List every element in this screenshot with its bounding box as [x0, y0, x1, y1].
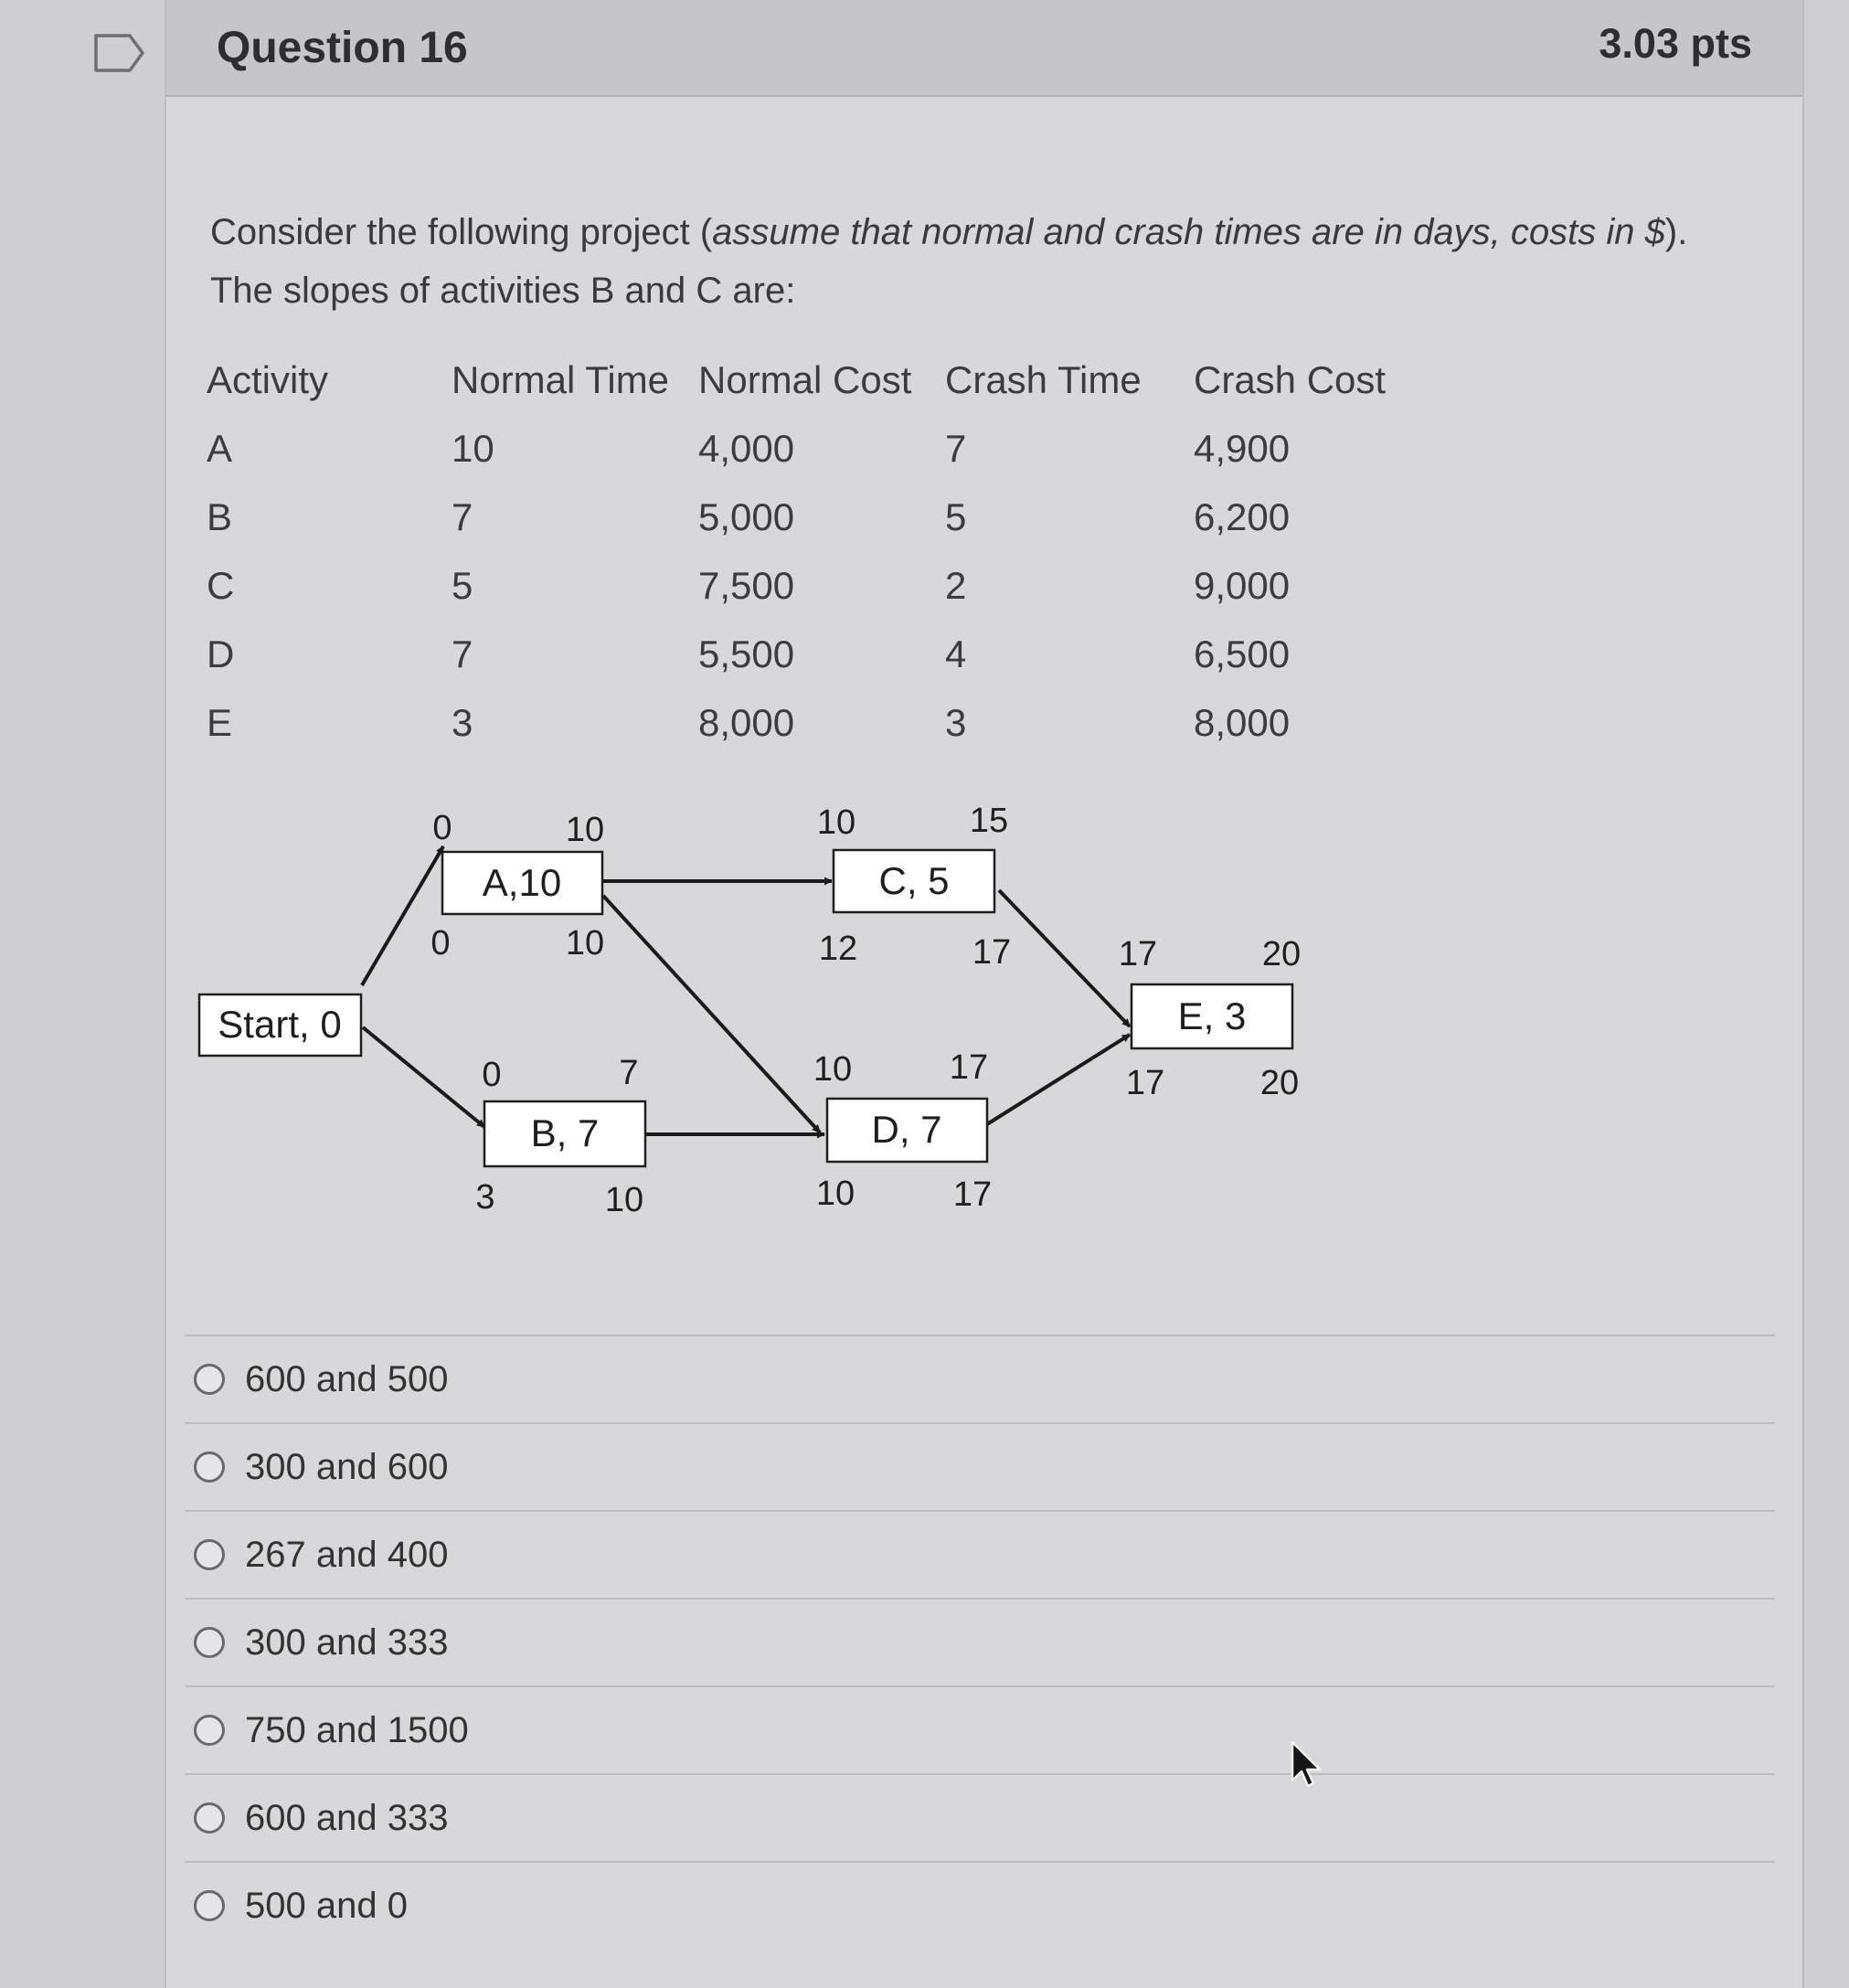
question-points: 3.03 pts: [1599, 20, 1752, 67]
table-cell: 9,000: [1194, 563, 1291, 607]
a-late-finish: 10: [565, 924, 605, 962]
flag-icon[interactable]: [93, 33, 146, 73]
answer-label: 750 and 1500: [245, 1709, 469, 1750]
radio-button[interactable]: [194, 1364, 225, 1395]
activity-table: [207, 346, 1450, 757]
c-early-start: 10: [816, 803, 856, 842]
answer-option[interactable]: [185, 1424, 1775, 1512]
table-cell: E: [207, 700, 233, 744]
answer-option[interactable]: [185, 1334, 1775, 1424]
table-row: [207, 483, 1450, 551]
table-cell: 6,500: [1194, 632, 1291, 675]
answer-option[interactable]: [185, 1687, 1775, 1775]
column-header: Activity: [207, 357, 329, 401]
table-cell: 5: [945, 494, 967, 538]
prompt-tail: ).: [1664, 212, 1688, 252]
table-cell: 8,000: [698, 700, 795, 744]
node-start-label: Start, 0: [218, 1003, 342, 1046]
c-early-finish: 15: [969, 802, 1009, 840]
e-early-finish: 20: [1261, 935, 1302, 973]
answer-label: 267 and 400: [245, 1534, 449, 1575]
network-diagram: [166, 777, 1355, 1252]
edge-c-e: [999, 890, 1130, 1026]
answer-label: 300 and 600: [245, 1446, 449, 1487]
d-late-finish: 17: [952, 1175, 993, 1214]
table-cell: 5,500: [698, 632, 795, 675]
d-early-start: 10: [813, 1050, 853, 1089]
e-late-finish: 20: [1259, 1064, 1300, 1102]
table-cell: 3: [945, 700, 967, 744]
a-early-start: 0: [432, 809, 452, 847]
b-late-start: 3: [475, 1178, 495, 1217]
answer-list: [185, 1334, 1775, 1949]
column-header: Normal Cost: [698, 357, 912, 401]
table-header-row: [207, 346, 1450, 414]
table-row: [207, 551, 1450, 620]
b-late-finish: 10: [604, 1181, 644, 1219]
node-d-label: D, 7: [871, 1108, 942, 1151]
c-late-start: 12: [818, 930, 858, 968]
edge-start-a: [362, 846, 443, 985]
table-cell: 7: [452, 632, 473, 675]
table-cell: 4,000: [698, 426, 795, 470]
edge-start-b: [363, 1027, 484, 1127]
question-prompt: [210, 203, 1782, 320]
table-cell: 7: [452, 494, 473, 538]
radio-button[interactable]: [194, 1627, 225, 1658]
table-cell: D: [207, 632, 235, 675]
node-b-label: B, 7: [530, 1111, 600, 1154]
table-cell: 7: [945, 426, 967, 470]
table-cell: 4,900: [1194, 426, 1291, 470]
table-row: [207, 688, 1450, 757]
radio-button[interactable]: [194, 1539, 225, 1570]
a-late-start: 0: [430, 924, 451, 962]
column-header: Crash Cost: [1194, 357, 1387, 401]
mouse-pointer-icon: [1289, 1738, 1325, 1793]
prompt-italic: assume that normal and crash times are in days, costs in $: [712, 212, 1665, 252]
table-cell: 7,500: [698, 563, 795, 607]
table-cell: C: [207, 563, 235, 607]
column-header: Normal Time: [452, 357, 670, 401]
question-header: [166, 0, 1802, 97]
table-cell: B: [207, 494, 233, 538]
radio-button[interactable]: [194, 1802, 225, 1834]
answer-label: 300 and 333: [245, 1621, 449, 1663]
d-early-finish: 17: [949, 1048, 989, 1087]
b-early-start: 0: [482, 1056, 502, 1094]
edge-d-e: [987, 1035, 1130, 1124]
b-early-finish: 7: [619, 1054, 639, 1092]
table-cell: 2: [945, 563, 967, 607]
answer-label: 600 and 333: [245, 1797, 449, 1838]
question-panel: [165, 0, 1804, 1988]
question-title: Question 16: [217, 24, 468, 72]
answer-label: 600 and 500: [245, 1358, 449, 1399]
table-cell: 3: [452, 700, 473, 744]
table-cell: 8,000: [1194, 700, 1291, 744]
radio-button[interactable]: [194, 1451, 225, 1483]
radio-button[interactable]: [194, 1890, 225, 1921]
prompt-line2: The slopes of activities B and C are:: [210, 271, 796, 311]
radio-button[interactable]: [194, 1715, 225, 1746]
d-late-start: 10: [815, 1175, 855, 1213]
table-cell: 4: [945, 632, 967, 675]
answer-option[interactable]: [185, 1600, 1775, 1687]
table-cell: 5: [452, 563, 473, 607]
table-cell: 6,200: [1194, 494, 1291, 538]
column-header: Crash Time: [945, 357, 1142, 401]
c-late-finish: 17: [972, 933, 1012, 972]
e-early-start: 17: [1118, 935, 1158, 973]
answer-option[interactable]: [185, 1512, 1775, 1600]
node-c-label: C, 5: [878, 859, 950, 902]
edge-a-d: [603, 896, 820, 1132]
answer-option[interactable]: [185, 1775, 1775, 1863]
node-e-label: E, 3: [1177, 994, 1247, 1037]
e-late-start: 17: [1125, 1064, 1165, 1102]
table-row: [207, 414, 1450, 483]
table-cell: 5,000: [698, 494, 795, 538]
table-cell: 10: [452, 426, 494, 470]
prompt-lead: Consider the following project (: [210, 212, 713, 252]
a-early-finish: 10: [565, 811, 605, 849]
node-a-label: A,10: [482, 861, 562, 904]
table-cell: A: [207, 426, 233, 470]
answer-option[interactable]: [185, 1863, 1775, 1949]
answer-label: 500 and 0: [245, 1885, 408, 1926]
table-row: [207, 620, 1450, 688]
